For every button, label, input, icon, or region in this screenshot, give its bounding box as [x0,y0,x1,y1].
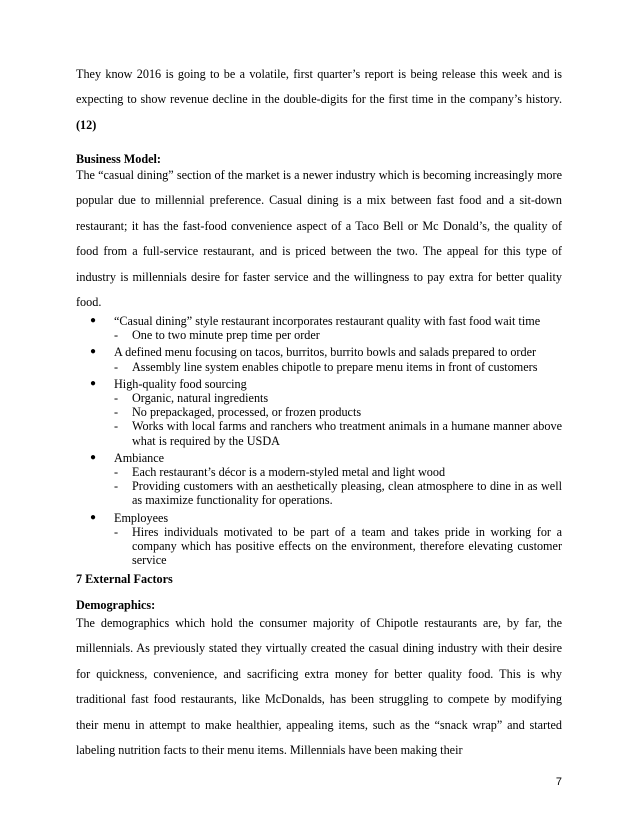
sub-item: - Each restaurant’s décor is a modern-styled metal and light wood [114,465,446,480]
bullet-icon: ● [90,346,97,358]
demographics-paragraph: The demographics which hold the consumer majority of Chipotle restaurants are, by far, the millennials. As previously stated they virtually created the casual dining industry with their desire for quickness, convenience, and sacrificing extra money for better quality food. This is why traditional fast food restaurants, like McDonalds, has been struggling to compete by modifying their menu in attempt to make healthier, appealing items, such as the “snack wrap” and started labeling nutrition facts to their menu items. Millennials have been making their [76,616,562,758]
bullet-icon: ● [90,451,97,463]
bullet-item: ● “Casual dining” style restaurant incorporates restaurant quality with fast food wait time [90,314,541,328]
sub-item: - Providing customers with an aesthetically pleasing, clean atmosphere to dine in as well as maximize functionality for operations. [114,479,562,508]
external-factors-heading: 7 External Factors [76,572,173,586]
intro-text: They know 2016 is going to be a volatile, first quarter’s report is being release this week and is expecting to show revenue decline in the double-digits for the first time in the company’s history. [76,67,562,107]
intro-citation: (12) [76,117,97,132]
bullet-item: ● Employees [90,510,169,525]
business-model-paragraph: The “casual dining” section of the market is a newer industry which is becoming increasingly more popular due to millennial preference. Casual dining is a mix between fast food and a sit-down restaurant; it has the fast-food convenience aspect of a Taco Bell or Mc Donald’s, the quality of food from a full-service restaurant, and is priced between the two. The appeal for this type of industry is millennials desire for faster service and the willingness to pay extra for better quality food. [76,168,562,310]
bullet-icon: ● [90,377,97,389]
sub-item: - One to two minute prep time per order [114,328,320,343]
sub-item: - Assembly line system enables chipotle to prepare menu items in front of customers [114,359,538,374]
bullet-item: ● A defined menu focusing on tacos, burritos, burrito bowls and salads prepared to order [90,345,537,360]
demographics-heading: Demographics: [76,598,156,612]
bullet-item: ● Ambiance [90,450,165,465]
intro-paragraph [76,62,562,138]
business-model-list [76,314,562,567]
sub-item: - Works with local farms and ranchers who treatment animals in a humane manner above what is required by the USDA [114,419,562,448]
sub-item: - Organic, natural ingredients [114,391,269,406]
sub-item: - No prepackaged, processed, or frozen products [114,405,362,420]
sub-item: - Hires individuals motivated to be part of a team and takes pride in working for a company which has positive effects on the environment, therefore elevating customer service [114,524,562,568]
business-model-heading: Business Model: [76,152,161,166]
page-number: 7 [555,776,562,788]
bullet-item: ● High-quality food sourcing [90,376,247,391]
bullet-icon: ● [90,511,97,523]
bullet-icon: ● [90,315,97,326]
